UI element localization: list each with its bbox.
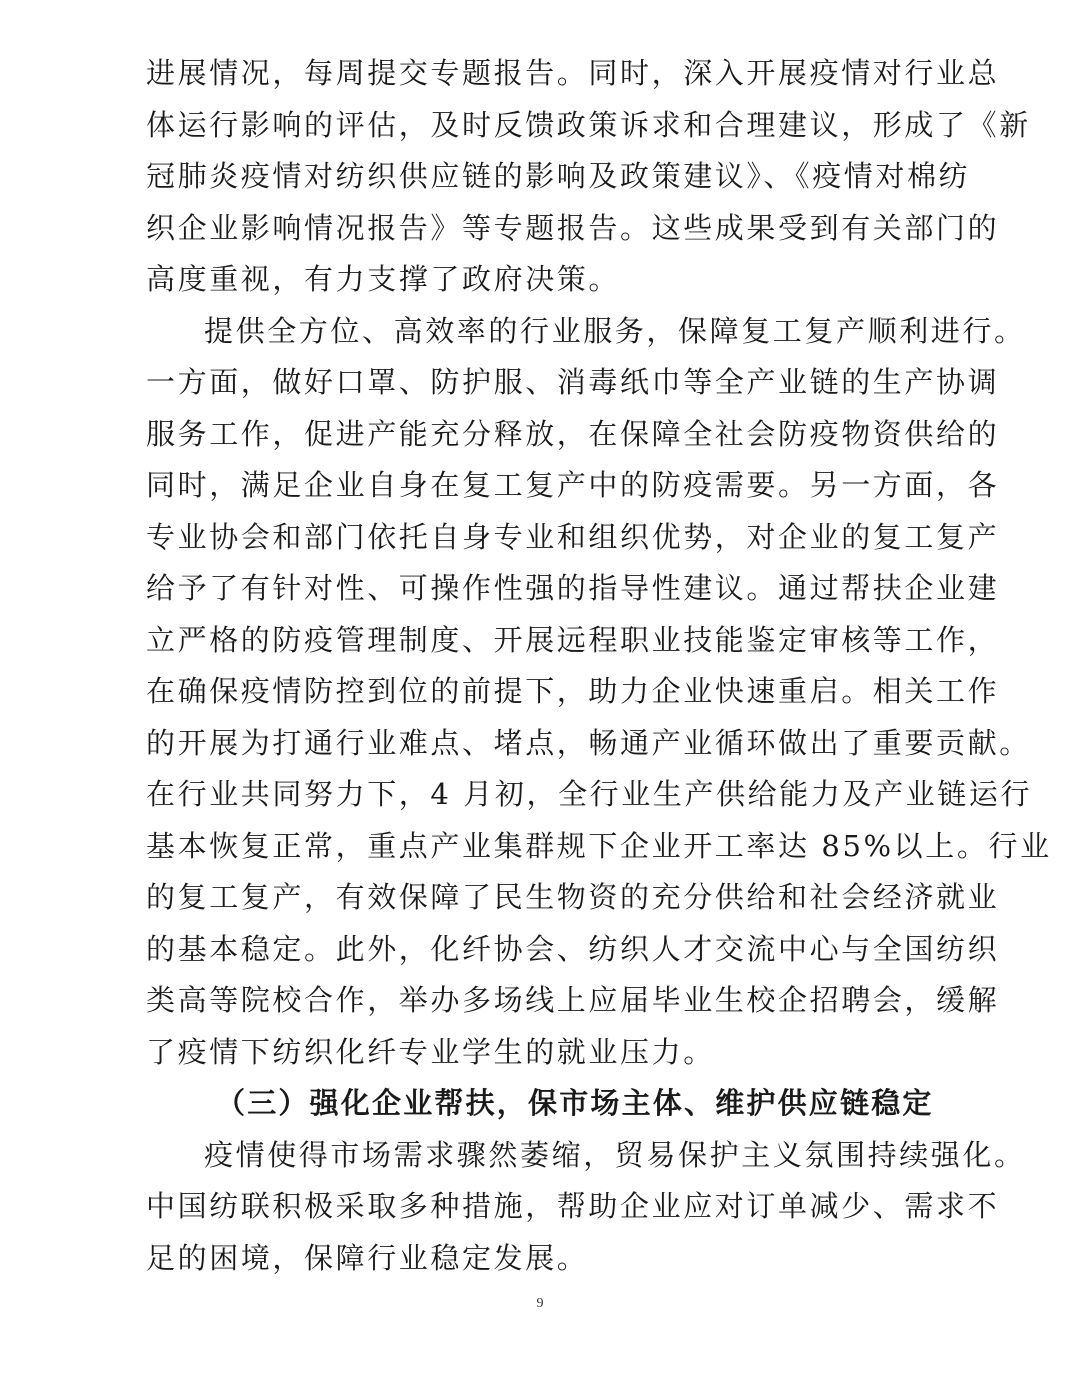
paragraph-line: 专业协会和部门依托自身专业和组织优势，对企业的复工复产 <box>146 519 1000 554</box>
paragraph-line: 提供全方位、高效率的行业服务，保障复工复产顺利进行。 <box>204 313 1026 348</box>
paragraph-line: 立严格的防疫管理制度、开展远程职业技能鉴定审核等工作， <box>146 622 1000 657</box>
paragraph-line: 织企业影响情况报告》等专题报告。这些成果受到有关部门的 <box>146 210 1000 245</box>
page-number: 9 <box>536 1296 544 1311</box>
paragraph-line: 疫情使得市场需求骤然萎缩，贸易保护主义氛围持续强化。 <box>204 1137 1026 1172</box>
paragraph-line: 在行业共同努力下，4 月初，全行业生产供给能力及产业链运行 <box>146 777 1033 811</box>
paragraph-line: 体运行影响的评估，及时反馈政策诉求和合理建议，形成了《新 <box>146 107 1031 142</box>
paragraph-line: 了疫情下纺织化纤专业学生的就业压力。 <box>146 1034 715 1069</box>
paragraph-line: 一方面，做好口罩、防护服、消毒纸巾等全产业链的生产协调 <box>146 365 1000 399</box>
paragraph-line: 冠肺炎疫情对纺织供应链的影响及政策建议》、《疫情对棉纺 <box>146 159 971 193</box>
paragraph-line: 基本恢复正常，重点产业集群规下企业开工率达 85%以上。行业 <box>146 828 1052 863</box>
paragraph-line: 中国纺联积极采取多种措施，帮助企业应对订单减少、需求不 <box>146 1189 1000 1223</box>
paragraph-line: 的基本稳定。此外，化纤协会、纺织人才交流中心与全国纺织 <box>146 931 1000 966</box>
body-text <box>146 48 1052 1284</box>
section-heading: （三）强化企业帮扶，保市场主体、维护供应链稳定 <box>216 1086 934 1120</box>
paragraph-line: 同时，满足企业自身在复工复产中的防疫需要。另一方面，各 <box>146 468 1000 502</box>
paragraph-line: 在确保疫情防控到位的前提下，助力企业快速重启。相关工作 <box>146 674 1000 708</box>
paragraph-line: 给予了有针对性、可操作性强的指导性建议。通过帮扶企业建 <box>146 571 1000 605</box>
paragraph-line: 高度重视，有力支撑了政府决策。 <box>146 262 621 296</box>
paragraph-line: 足的困境，保障行业稳定发展。 <box>146 1240 589 1275</box>
paragraph-line: 的复工复产，有效保障了民生物资的充分供给和社会经济就业 <box>146 880 1000 914</box>
paragraph-line: 的开展为打通行业难点、堵点，畅通产业循环做出了重要贡献。 <box>146 725 1031 760</box>
paragraph-line: 类高等院校合作，举办多场线上应届毕业生校企招聘会，缓解 <box>146 983 1000 1017</box>
paragraph-line: 进展情况，每周提交专题报告。同时，深入开展疫情对行业总 <box>146 56 1000 90</box>
paragraph-line: 服务工作，促进产能充分释放，在保障全社会防疫物资供给的 <box>146 416 1000 451</box>
